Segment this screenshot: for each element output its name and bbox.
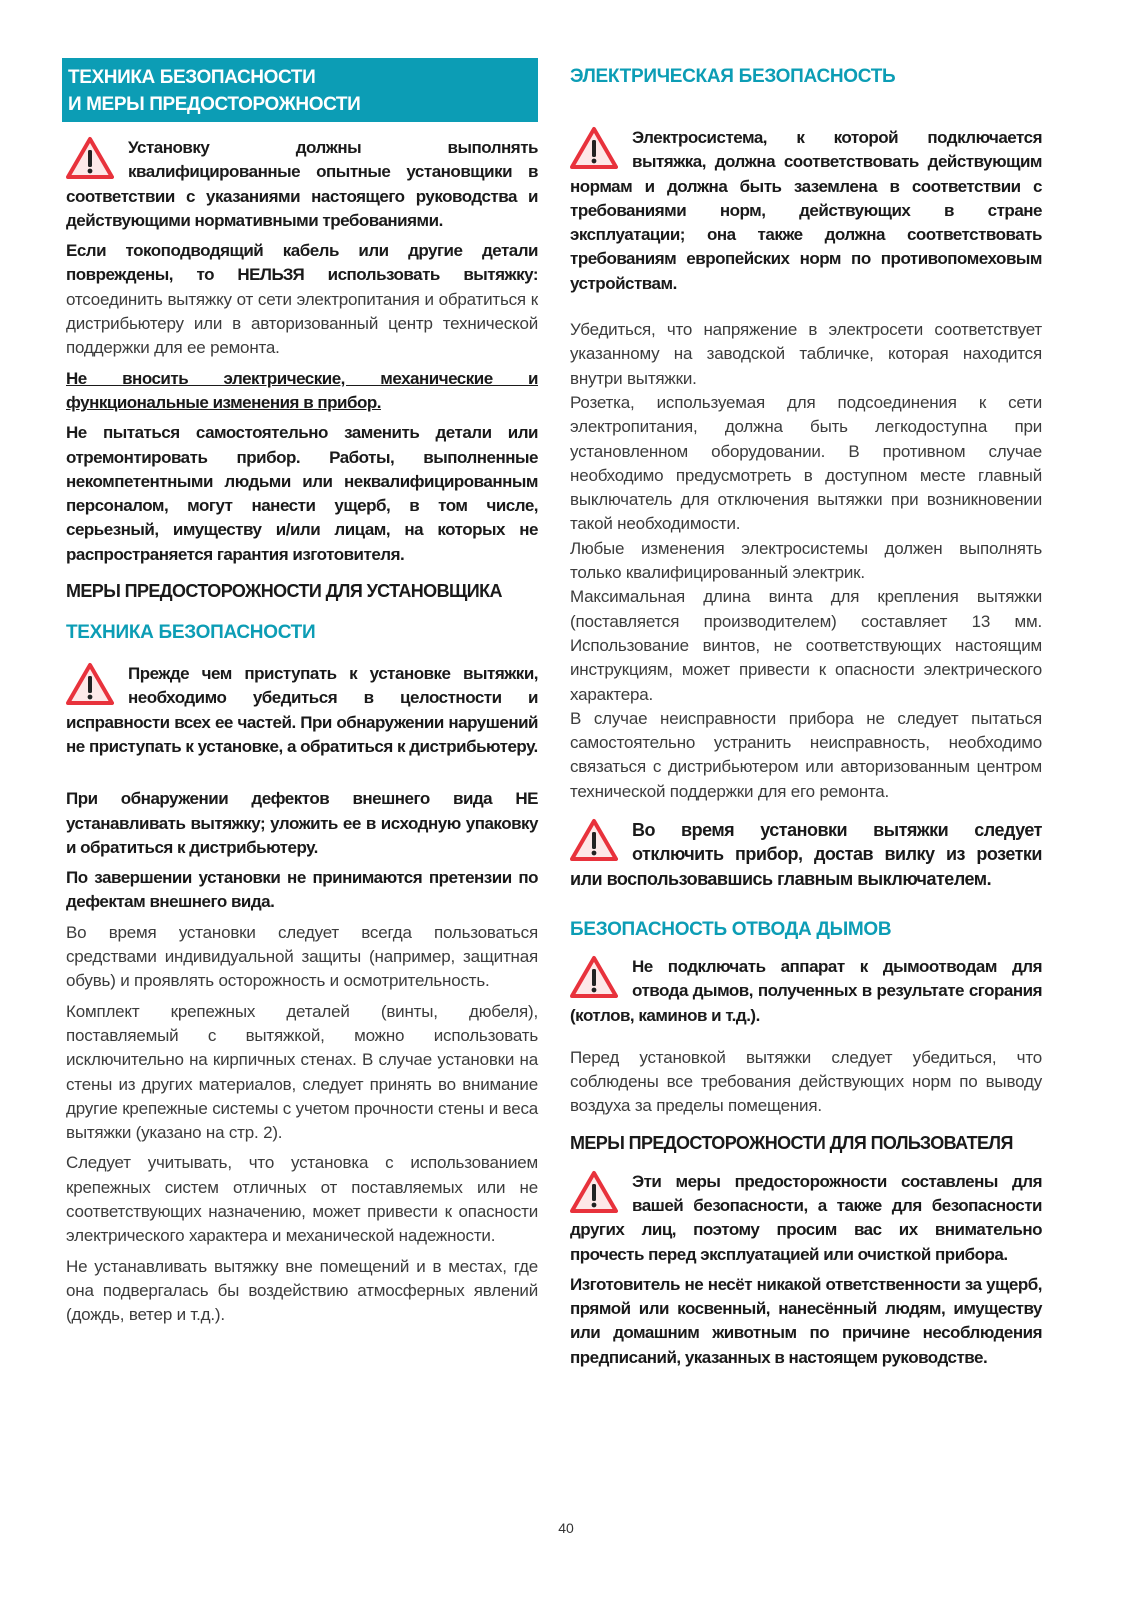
left-column [66, 58, 538, 1333]
air-exhaust-paragraph: Перед установкой вытяжки следует убедиться, что соблюдены все требования действующих норм по выводу воздуха за пределы помещения. [570, 1047, 1042, 1116]
warning-check-parts [66, 662, 538, 759]
warning-icon [570, 818, 618, 862]
cable-paragraph [66, 239, 538, 360]
ppe-paragraph: Во время установки следует всегда пользоваться средствами индивидуальной защиты (например, защитная обувь) и проявлять осторожность и осмотрительность. [66, 922, 538, 991]
heading-user-precautions: МЕРЫ ПРЕДОСТОРОЖНОСТИ ДЛЯ ПОЛЬЗОВАТЕЛЯ [570, 1132, 1013, 1153]
warning-installers [66, 136, 538, 233]
warning-icon [570, 1170, 618, 1214]
page-number: 40 [558, 1520, 574, 1536]
heading-safety: ТЕХНИКА БЕЗОПАСНОСТИ [66, 622, 316, 644]
warning-icon [66, 662, 114, 706]
electrician-paragraph: Любые изменения электросистемы должен выполнять только квалифицированный электрик. [570, 538, 1042, 583]
warning-icon [570, 126, 618, 170]
screw-length-paragraph: Максимальная длина винта для крепления вытяжки (поставляется производителем) составляет 13 мм. Использование винтов, не соответствующих настоящим инструкциям, может привести к опасности электрического характера. [570, 587, 1042, 704]
warning-flue [570, 955, 1042, 1028]
warning-text: Эти меры предосторожности составлены для вашей безопасности, а также для безопасности других лиц, поэтому просим вас их внимательно прочесть перед эксплуатацией или очисткой прибора. [570, 1171, 1042, 1264]
heading-smoke-safety: БЕЗОПАСНОСТЬ ОТВОДА ДЫМОВ [570, 918, 892, 940]
other-fasteners-paragraph: Следует учитывать, что установка с использованием крепежных систем отличных от поставляемых или не соответствующих назначению, может привести к опасности электрического характера и механической надежности. [66, 1153, 538, 1246]
warning-text: Установку должны выполнять квалифицированные опытные установщики в соответствии с указаниями настоящего руководства и действующими нормативными требованиями. [66, 138, 538, 230]
warning-icon [66, 136, 114, 180]
liability-paragraph: Изготовитель не несёт никакой ответственности за ущерб, прямой или косвенный, нанесённый людям, имуществу или домашним животным по причине несоблюдения предписаний, указанных в настоящем руководстве. [570, 1274, 1042, 1367]
section-banner [62, 58, 538, 122]
no-modifications-paragraph: Не вносить электрические, механические и функциональные изменения в прибор. [66, 368, 538, 412]
voltage-paragraph: Убедиться, что напряжение в электросети соответствует указанному на заводской табличке, которая находится внутри вытяжки. [570, 320, 1042, 388]
heading-installer-precautions: МЕРЫ ПРЕДОСТОРОЖНОСТИ ДЛЯ УСТАНОВЩИКА [66, 581, 502, 602]
warning-text: Электросистема, к которой подключается вытяжка, должна соответствовать действующим нормам и должна быть заземлена в соответствии с требованиями норм, действующих в стране эксплуатации; она также должна соответствовать требованиям европейских норм по противопомеховым устройствам. [570, 128, 1042, 293]
socket-paragraph: Розетка, используемая для подсоединения к сети электропитания, должна быть легкодоступна при установленном оборудовании. В противном случае необходимо предусмотреть в доступном месте главный выключатель для отключения вытяжки при возникновении такой необходимости. [570, 392, 1042, 534]
heading-electrical-safety: ЭЛЕКТРИЧЕСКАЯ БЕЗОПАСНОСТЬ [570, 66, 896, 87]
warning-electrical-system [570, 126, 1042, 296]
claims-paragraph: По завершении установки не принимаются претензии по дефектам внешнего вида. [66, 868, 538, 912]
warning-text: Не подключать аппарат к дымоотводам для отвода дымов, полученных в результате сгорания (котлов, каминов и т.д.). [570, 956, 1042, 1025]
warning-text: Прежде чем приступать к установке вытяжки, необходимо убедиться в целостности и исправности всех ее частей. При обнаружении нарушений не приступать к установке, а обратиться к дистрибьютеру. [66, 664, 538, 756]
warning-read-carefully [570, 1170, 1042, 1267]
banner-line-2: И МЕРЫ ПРЕДОСТОРОЖНОСТИ [68, 94, 361, 115]
banner-line-1: ТЕХНИКА БЕЗОПАСНОСТИ [68, 67, 316, 88]
cable-normal-text: отсоединить вытяжку от сети электропитания и обратиться к дистрибьютеру или в авторизованный центр технической поддержки для ее ремонта. [66, 289, 538, 358]
malfunction-paragraph: В случае неисправности прибора не следует пытаться самостоятельно устранить неисправность, необходимо связаться с дистрибьютером или авторизованным центром технической поддержки для его ремонта. [570, 708, 1042, 801]
no-repair-paragraph: Не пытаться самостоятельно заменить детали или отремонтировать прибор. Работы, выполненные некомпетентными людьми или неквалифицированным персоналом, могут нанести ущерб, в том числе, серьезный, имуществу и/или лицам, на которых не распространяется гарантия изготовителя. [66, 423, 538, 564]
right-column [570, 58, 1042, 1376]
warning-disconnect [570, 818, 1042, 891]
warning-text: Во время установки вытяжки следует отключить прибор, достав вилку из розетки или воспользовавшись главным выключателем. [570, 820, 1042, 889]
fasteners-paragraph: Комплект крепежных деталей (винты, дюбеля), поставляемый с вытяжкой, можно использовать исключительно на кирпичных стенах. В случае установки на стены из других материалов, следует принять во внимание другие крепежные системы с учетом прочности стены и веса вытяжки (указано на стр. 2). [66, 1001, 538, 1143]
warning-icon [570, 955, 618, 999]
outdoor-paragraph: Не устанавливать вытяжку вне помещений и в местах, где она подвергалась бы воздействию атмосферных явлений (дождь, ветер и т.д.). [66, 1256, 538, 1325]
cable-bold-text: Если токоподводящий кабель или другие детали повреждены, то НЕЛЬЗЯ использовать вытяжку: [66, 241, 538, 285]
defects-paragraph: При обнаружении дефектов внешнего вида НЕ устанавливать вытяжку; уложить ее в исходную упаковку и обратиться к дистрибьютеру. [66, 789, 538, 857]
